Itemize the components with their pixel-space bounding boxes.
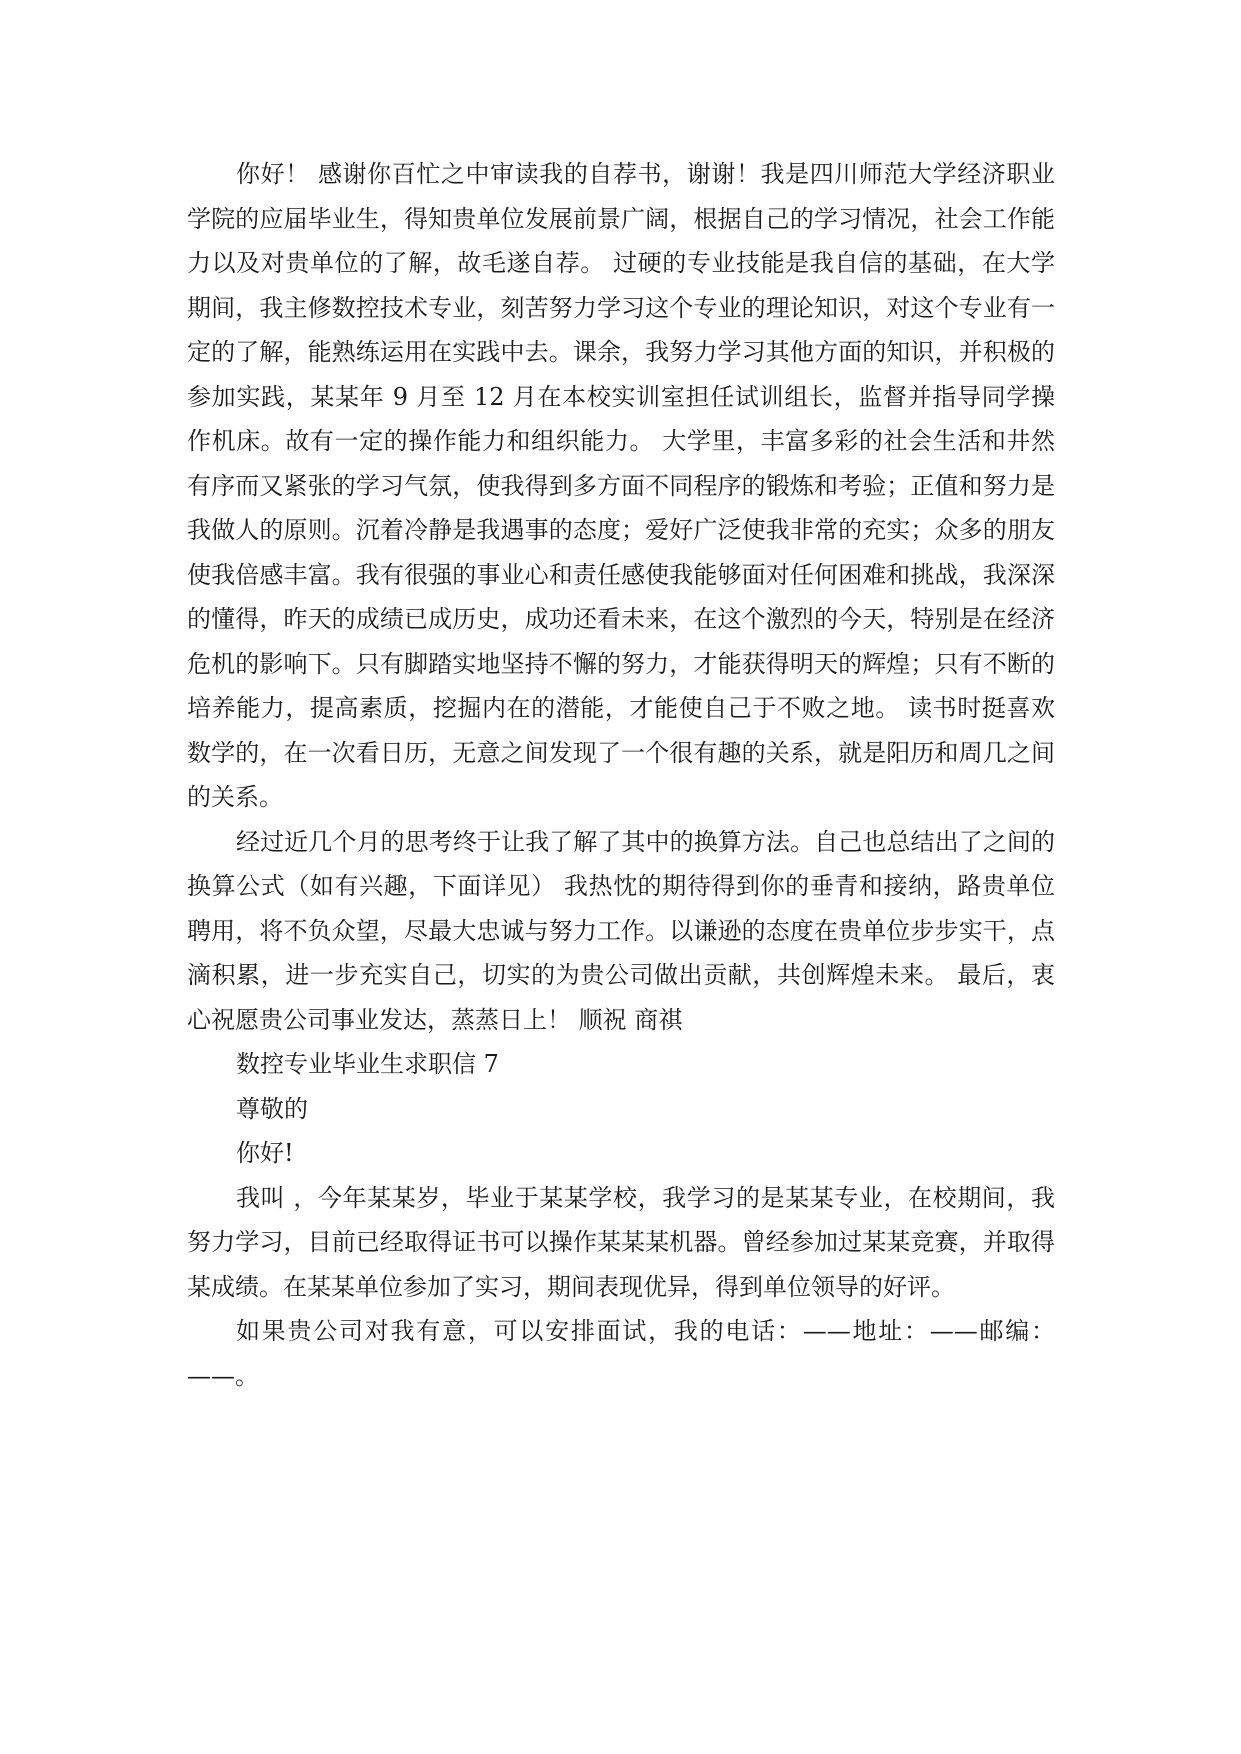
paragraph-closing: 经过近几个月的思考终于让我了解了其中的换算方法。自己也总结出了之间的换算公式（如有兴趣，下面详见） 我热忱的期待得到你的垂青和接纳，路贵单位聘用，将不负众望，尽最大忠诚与努力工作。以谦逊的态度在贵单位步步实干，点滴积累，进一步充实自己，切实的为贵公司做出贡献，共创辉煌未来。 最后，衷心祝愿贵公司事业发达，蒸蒸日上！ 顺祝 商祺	[187, 827, 1055, 1034]
section-title: 数控专业毕业生求职信 7	[236, 1050, 499, 1078]
salutation: 尊敬的	[236, 1094, 308, 1123]
paragraph-contact: 如果贵公司对我有意，可以安排面试，我的电话：——地址：——邮编：——。	[187, 1317, 1055, 1390]
paragraph-introduction: 我叫 ，今年某某岁，毕业于某某学校，我学习的是某某专业，在校期间，我努力学习，目前已经取得证书可以操作某某某机器。曾经参加过某某竞赛，并取得某成绩。在某某单位参加了实习，期间表现优异，得到单位领导的好评。	[187, 1183, 1055, 1301]
greeting: 你好!	[236, 1139, 294, 1167]
document-body	[187, 152, 1055, 1398]
paragraph-self-recommendation: 你好！ 感谢你百忙之中审读我的自荐书，谢谢！我是四川师范大学经济职业学院的应届毕业生，得知贵单位发展前景广阔，根据自己的学习情况，社会工作能力以及对贵单位的了解，故毛遂自荐。 过硬的专业技能是我自信的基础，在大学期间，我主修数控技术专业，刻苦努力学习这个专业的理论知识，对这个专业有一定的了解，能熟练运用在实践中去。课余，我努力学习其他方面的知识，并积极的参加实践，某某年 9 月至 12 月在本校实训室担任试训组长，监督并指导同学操作机床。故有一定的操作能力和组织能力。 大学里，丰富多彩的社会生活和井然有序而又紧张的学习气氛，使我得到多方面不同程序的锻炼和考验；正值和努力是我做人的原则。沉着冷静是我遇事的态度；爱好广泛使我非常的充实；众多的朋友使我倍感丰富。我有很强的事业心和责任感使我能够面对任何困难和挑战，我深深的懂得，昨天的成绩已成历史，成功还看未来，在这个激烈的今天，特别是在经济危机的影响下。只有脚踏实地坚持不懈的努力，才能获得明天的辉煌；只有不断的培养能力，提高素质，挖掘内在的潜能，才能使自己于不败之地。 读书时挺喜欢数学的，在一次看日历，无意之间发现了一个很有趣的关系，就是阳历和周几之间的关系。	[187, 160, 1055, 811]
